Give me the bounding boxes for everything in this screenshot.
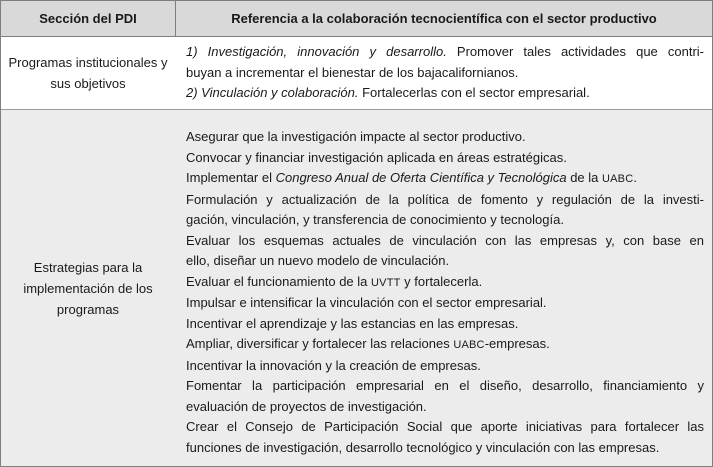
row-content-programs <box>175 37 712 109</box>
objective-title: 1) Investigación, innovación y desarrollo. <box>186 44 447 59</box>
row-label-strategies: Estrategias para la implementación de los programas <box>23 259 153 317</box>
acronym: UABC <box>602 173 634 185</box>
acronym: UVTT <box>371 276 401 289</box>
strategy-line <box>186 272 704 294</box>
strategy-line: ello, diseñar un nuevo modelo de vinculación. <box>186 253 450 268</box>
objective-text: Promover tales actividades que contri- <box>446 44 704 59</box>
acronym: UABC <box>453 339 485 351</box>
strategy-line: Impulsar e intensificar la vinculación con el sector empresarial. <box>186 295 547 310</box>
strategy-text: Ampliar, diversificar y fortalecer las relaciones <box>186 336 454 351</box>
strategy-line: Asegurar que la investigación impacte al sector productivo. <box>186 129 526 144</box>
objective-line <box>186 83 704 104</box>
strategy-text: y fortalecerla. <box>400 273 483 289</box>
strategy-line: funciones de investigación, desarrollo tecnológico y vinculación con las empresas. <box>186 439 660 455</box>
strategy-line <box>186 168 704 190</box>
objective-text: Fortalecerlas con el sector empresarial. <box>358 85 590 100</box>
strategy-line: Convocar y financiar investigación aplicada en áreas estratégicas. <box>186 149 567 165</box>
strategy-text: -empresas. <box>484 336 550 351</box>
row-label-programs: Programas institucionales y sus objetivos <box>8 55 168 91</box>
strategy-line: Evaluar los esquemas actuales de vinculación con las empresas y, con base en <box>186 232 704 248</box>
objective-title: 2) Vinculación y colaboración. <box>186 85 359 100</box>
table-header-row <box>1 1 712 37</box>
table-row-programs <box>1 37 712 109</box>
strategy-line <box>186 334 704 356</box>
header-section: Sección del PDI <box>39 11 137 26</box>
strategy-line: Formulación y actualización de la política de fomento y regulación de la investi- <box>186 191 704 207</box>
strategy-line: Incentivar la innovación y la creación de empresas. <box>186 357 481 373</box>
strategy-line: gación, vinculación, y transferencia de conocimiento y tecnología. <box>186 212 564 227</box>
strategy-line: Crear el Consejo de Participación Social que aporte iniciativas para fortalecer las <box>186 419 704 434</box>
objective-line <box>186 42 704 63</box>
strategy-line: Incentivar el aprendizaje y las estancias en las empresas. <box>186 315 519 331</box>
header-reference: Referencia a la colaboración tecnocientífica con el sector productivo <box>175 1 712 36</box>
strategy-italic: Congreso Anual de Oferta Científica y Tecnológica <box>275 170 567 185</box>
table-row-strategies <box>1 109 712 466</box>
strategy-text: Implementar el <box>186 170 276 185</box>
strategy-text: . <box>633 170 637 185</box>
objective-line: buyan a incrementar el bienestar de los bajacalifornianos. <box>186 64 519 80</box>
strategy-text: de la <box>566 170 602 185</box>
row-content-strategies <box>175 110 712 466</box>
strategy-line: Fomentar la participación empresarial en el diseño, desarrollo, financiamiento y <box>186 378 704 393</box>
strategy-text: Evaluar el funcionamiento de la <box>186 273 372 289</box>
strategy-line: evaluación de proyectos de investigación. <box>186 398 427 414</box>
